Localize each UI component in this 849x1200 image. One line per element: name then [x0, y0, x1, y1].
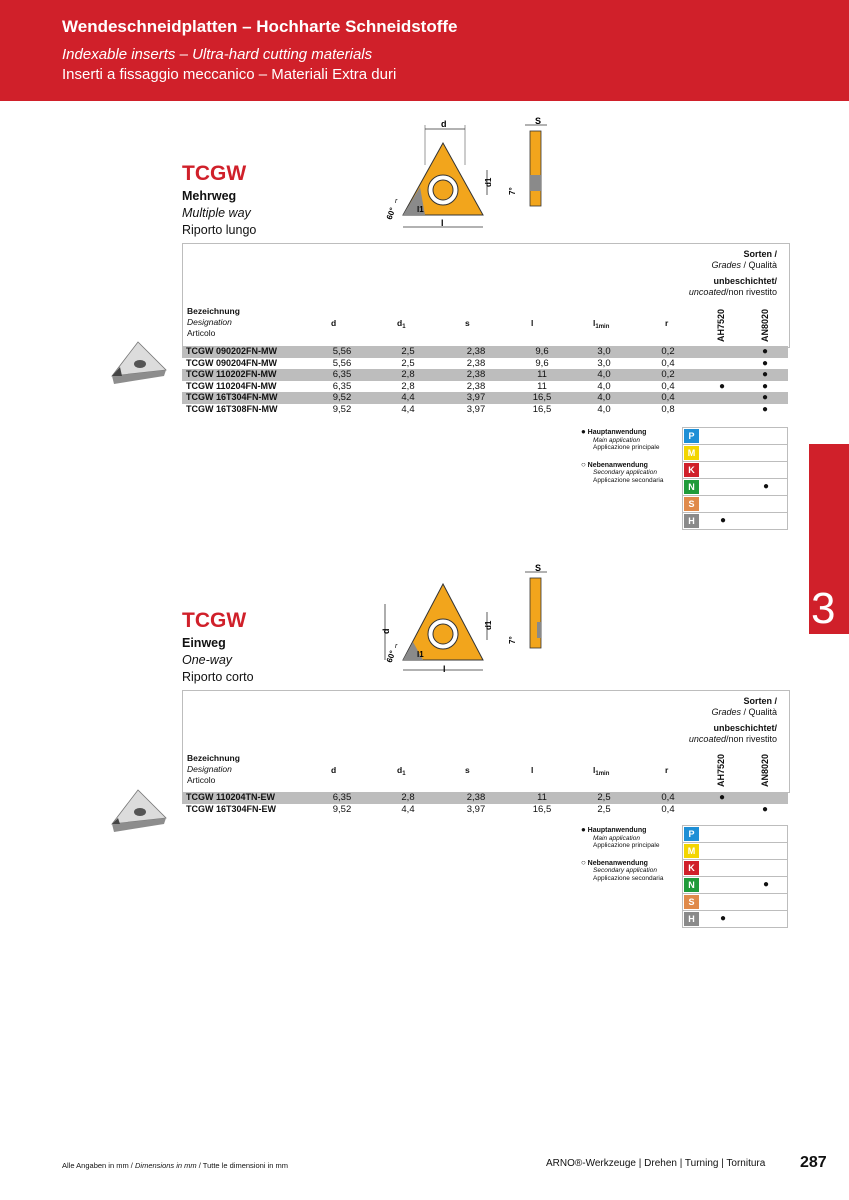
dim-d1: d1 [484, 177, 493, 187]
cell-s: 2,38 [466, 380, 486, 392]
cell-d1: 2,5 [401, 357, 415, 369]
grades-label-2: Sorten / Grades / Qualità unbeschichtet/ uncoated/non rivestito [688, 696, 777, 744]
insert-image-2 [108, 788, 170, 834]
cell-r: 0,2 [661, 369, 675, 380]
product-type-it-1: Riporto lungo [182, 223, 257, 237]
material-mark-an8020: ● [762, 879, 770, 890]
product-type-en-2: One-way [182, 653, 233, 667]
row-designation: TCGW 090202FN-MW [186, 346, 278, 356]
cell-r: 0,4 [661, 392, 675, 403]
cell-l1: 4,0 [597, 392, 611, 403]
material-label: H [684, 514, 699, 528]
material-row [682, 496, 788, 513]
cell-l: 9,6 [535, 346, 549, 357]
cell-l1: 3,0 [597, 346, 611, 357]
grade-mark-g2: ● [761, 392, 769, 403]
page-header [0, 0, 849, 101]
material-row [682, 513, 788, 530]
col-l: l [531, 318, 534, 328]
dim-s: S [535, 116, 542, 126]
cell-s: 2,38 [466, 346, 486, 357]
col-s-2: s [465, 765, 470, 775]
cell-d: 6,35 [332, 369, 352, 380]
product-code-2: TCGW [182, 609, 247, 632]
grade-mark-g2: ● [761, 369, 769, 380]
product-type-en-1: Multiple way [182, 206, 251, 220]
table-row [182, 381, 788, 393]
insert-drawing-1 [375, 115, 575, 235]
cell-r: 0,2 [661, 346, 675, 357]
cell-r: 0,4 [661, 803, 675, 815]
dim-l-2: l [443, 664, 446, 674]
table-row [182, 404, 788, 416]
cell-d1: 2,8 [401, 369, 415, 380]
material-label: P [684, 429, 699, 443]
dim-angle60-2: 60° [384, 649, 398, 664]
header-title-de: Wendeschneidplatten – Hochharte Schneidstoffe [62, 17, 458, 36]
grade-mark-g2: ● [761, 403, 769, 415]
dim-angle60: 60° [384, 206, 398, 221]
cell-d1: 4,4 [401, 803, 415, 815]
grade-an8020: AN8020 [760, 308, 770, 342]
product-table-header-2 [182, 690, 790, 793]
dim-d: d [441, 119, 447, 129]
grade-mark-g2: ● [761, 803, 769, 815]
legend-1: ● Hauptanwendung Main application Applicazione principale ○ Nebenanwendung Secondary application Applicazione secondaria [581, 427, 664, 484]
dim-s-2: S [535, 563, 542, 573]
cell-d: 6,35 [332, 792, 352, 803]
table-row [182, 358, 788, 370]
grade-ah7520-2: AH7520 [716, 753, 726, 787]
dim-angle7-2: 7° [508, 636, 517, 644]
material-label: N [684, 878, 699, 892]
row-designation: TCGW 110204TN-EW [186, 792, 276, 802]
material-label: S [684, 895, 699, 909]
cell-d: 6,35 [332, 380, 352, 392]
col-d1: $d_1$ [397, 318, 406, 330]
cell-d: 9,52 [332, 403, 352, 415]
cell-r: 0,4 [661, 357, 675, 369]
cell-d1: 4,4 [401, 392, 415, 403]
material-label: N [684, 480, 699, 494]
dim-angle7: 7° [508, 187, 517, 195]
material-row [682, 479, 788, 496]
product-type-de-2: Einweg [182, 636, 226, 650]
product-table-header-1 [182, 243, 790, 348]
col-d-2: d [331, 765, 337, 775]
cell-r: 0,8 [661, 403, 675, 415]
table-row [182, 792, 788, 804]
cell-l: 16,5 [532, 803, 552, 815]
material-matrix-2 [682, 825, 788, 928]
col-d1-2: $d_1$ [397, 765, 406, 777]
material-row [682, 860, 788, 877]
cell-l1: 4,0 [597, 369, 611, 380]
grade-mark-g2: ● [761, 346, 769, 357]
table-row [182, 369, 788, 381]
cell-d1: 4,4 [401, 403, 415, 415]
dim-r: r [395, 198, 398, 205]
product-type-it-2: Riporto corto [182, 670, 254, 684]
cell-l1: 3,0 [597, 357, 611, 369]
row-designation: TCGW 110202FN-MW [186, 369, 277, 379]
cell-d1: 2,8 [401, 380, 415, 392]
material-label: M [684, 446, 699, 460]
table-row [182, 804, 788, 816]
cell-r: 0,4 [661, 380, 675, 392]
material-row [682, 445, 788, 462]
insert-image-1 [108, 340, 170, 386]
material-row [682, 843, 788, 860]
grade-mark-g1: ● [718, 792, 726, 803]
cell-s: 2,38 [466, 792, 486, 803]
legend-2: ● Hauptanwendung Main application Applicazione principale ○ Nebenanwendung Secondary application Applicazione secondaria [581, 825, 664, 882]
material-matrix-1 [682, 427, 788, 530]
cell-l: 11 [537, 369, 547, 380]
product-code-1: TCGW [182, 162, 247, 185]
cell-l: 16,5 [532, 392, 552, 403]
cell-l1: 2,5 [597, 792, 611, 803]
material-label: K [684, 861, 699, 875]
cell-d: 5,56 [332, 357, 352, 369]
col-r: r [665, 318, 669, 328]
dim-d-2: d [381, 628, 391, 634]
cell-l: 11 [537, 380, 547, 392]
header-title-en: Indexable inserts – Ultra-hard cutting materials [62, 46, 373, 63]
cell-s: 3,97 [466, 803, 486, 815]
grade-mark-g1: ● [718, 380, 726, 392]
grade-an8020-2: AN8020 [760, 753, 770, 787]
row-designation: TCGW 110204FN-MW [186, 380, 277, 391]
material-row [682, 911, 788, 928]
cell-s: 3,97 [466, 392, 486, 403]
footer-brand: ARNO®-Werkzeuge | Drehen | Turning | Tornitura [546, 1158, 766, 1169]
designation-label-1: Bezeichnung Designation Articolo [187, 306, 240, 338]
row-designation: TCGW 090204FN-MW [186, 357, 278, 368]
dim-l: l [441, 218, 444, 228]
material-mark-an8020: ● [762, 481, 770, 492]
material-row [682, 427, 788, 445]
dim-l1-2: l1 [417, 650, 424, 659]
row-designation: TCGW 16T308FN-MW [186, 403, 278, 414]
designation-label-2: Bezeichnung Designation Articolo [187, 753, 240, 785]
dim-r-2: r [395, 643, 398, 650]
material-row [682, 894, 788, 911]
material-label: H [684, 912, 699, 926]
cell-s: 2,38 [466, 369, 486, 380]
cell-r: 0,4 [661, 792, 675, 803]
row-designation: TCGW 16T304FN-MW [186, 392, 278, 402]
chapter-number: 3 [811, 584, 836, 633]
cell-s: 2,38 [466, 357, 486, 369]
cell-l1: 2,5 [597, 803, 611, 815]
cell-d: 9,52 [332, 392, 352, 403]
grade-mark-g2: ● [761, 380, 769, 392]
header-title-it: Inserti a fissaggio meccanico – Materiali Extra duri [62, 66, 397, 83]
cell-s: 3,97 [466, 403, 486, 415]
table-row [182, 346, 788, 358]
footer-units: Alle Angaben in mm / Dimensions in mm / Tutte le dimensioni in mm [62, 1161, 288, 1170]
cell-l: 11 [537, 792, 547, 803]
product-type-de-1: Mehrweg [182, 189, 237, 203]
material-label: S [684, 497, 699, 511]
row-designation: TCGW 16T304FN-EW [186, 803, 277, 814]
col-l-2: l [531, 765, 534, 775]
insert-drawing-2 [375, 562, 575, 682]
table-row [182, 392, 788, 404]
chapter-tab [809, 444, 849, 634]
cell-l1: 4,0 [597, 380, 611, 392]
material-mark-ah7520: ● [719, 515, 727, 526]
cell-l: 16,5 [532, 403, 552, 415]
col-r-2: r [665, 765, 669, 775]
grade-mark-g2: ● [761, 357, 769, 369]
dim-l1: l1 [417, 205, 424, 214]
dim-d1-2: d1 [484, 620, 493, 630]
col-l1: $l_{1min}$ [593, 318, 610, 330]
col-s: s [465, 318, 470, 328]
grades-label-1: Sorten / Grades / Qualità unbeschichtet/ uncoated/non rivestito [688, 249, 777, 297]
material-mark-ah7520: ● [719, 913, 727, 924]
cell-d: 9,52 [332, 803, 352, 815]
material-row [682, 877, 788, 894]
col-d: d [331, 318, 337, 328]
material-label: K [684, 463, 699, 477]
cell-d1: 2,5 [401, 346, 415, 357]
page-number: 287 [800, 1154, 827, 1171]
col-l1-2: $l_{1min}$ [593, 765, 610, 777]
material-label: P [684, 827, 699, 841]
grade-ah7520: AH7520 [716, 308, 726, 342]
cell-d: 5,56 [332, 346, 352, 357]
material-label: M [684, 844, 699, 858]
cell-l: 9,6 [535, 357, 549, 369]
cell-d1: 2,8 [401, 792, 415, 803]
material-row [682, 462, 788, 479]
material-row [682, 825, 788, 843]
cell-l1: 4,0 [597, 403, 611, 415]
